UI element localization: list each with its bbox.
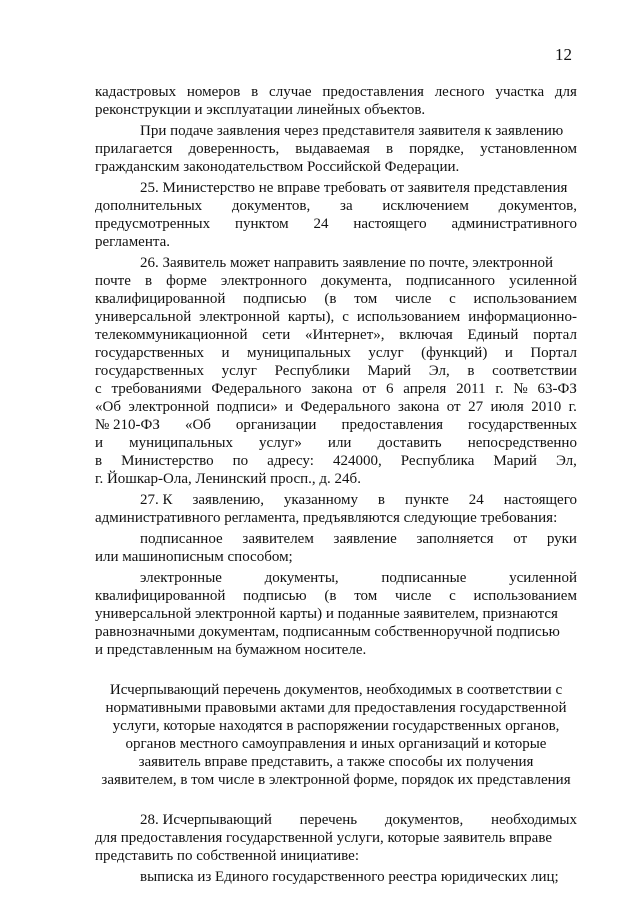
- text-line: [95, 326, 577, 344]
- word: 63-ФЗ: [537, 381, 577, 397]
- word: муниципальных: [129, 435, 233, 451]
- text-line: нормативными правовыми актами для предоставления государственной: [105, 700, 567, 716]
- word: подписанного: [405, 273, 495, 289]
- word: информационно-: [468, 309, 577, 325]
- word: г.: [495, 381, 504, 397]
- word: Республика: [400, 453, 475, 469]
- word: Федерального: [300, 399, 391, 415]
- word: соответствии: [492, 363, 577, 379]
- word: 27: [468, 399, 484, 415]
- text-line: [95, 215, 577, 233]
- word: заполняется: [416, 531, 494, 547]
- word: № 210-ФЗ: [95, 417, 160, 433]
- word: электронные: [140, 570, 222, 586]
- word: услуг: [368, 345, 404, 361]
- word: подписью: [243, 588, 307, 604]
- word: Марий: [367, 363, 412, 379]
- word: в: [467, 363, 475, 379]
- word: подписанные: [381, 570, 467, 586]
- word: номеров: [186, 84, 241, 100]
- word: и: [504, 345, 513, 361]
- word: универсальной: [95, 309, 192, 325]
- word: усиленной: [509, 273, 577, 289]
- text-line: г. Йошкар-Ола, Ленинский просп., д. 24б.: [95, 471, 361, 487]
- text-line: [95, 380, 577, 398]
- word: заявление: [333, 531, 397, 547]
- word: необходимых: [491, 812, 577, 828]
- word: случае: [269, 84, 312, 100]
- word: указанному: [283, 492, 358, 508]
- text-line: [95, 83, 577, 101]
- word: электронной: [128, 399, 210, 415]
- text-line: [95, 398, 577, 416]
- text-line: [95, 344, 577, 362]
- text-line: гражданским законодательством Российской Федерации.: [95, 159, 460, 175]
- word: с: [449, 588, 456, 604]
- text-line: услуги, которые находятся в распоряжении государственных органов,: [112, 718, 560, 734]
- word: прилагается: [95, 141, 173, 157]
- text-line: [140, 569, 577, 587]
- word: Республики: [274, 363, 350, 379]
- text-line: [95, 434, 577, 452]
- word: 24: [468, 492, 484, 508]
- text-line: или машинописным способом;: [95, 549, 293, 565]
- word: 24: [313, 216, 329, 232]
- word: требованиями: [111, 381, 202, 397]
- word: почте: [95, 273, 131, 289]
- word: использованием: [473, 588, 577, 604]
- word: (в: [324, 588, 337, 604]
- word: и: [95, 435, 104, 451]
- word: (функций): [421, 345, 488, 361]
- text-line: универсальной электронной карты) и поданные заявителем, признаются: [95, 606, 558, 622]
- word: административного: [451, 216, 577, 232]
- word: предусмотренных: [95, 216, 211, 232]
- word: кадастровых: [95, 84, 177, 100]
- word: использованием: [473, 291, 577, 307]
- word: Эл,: [428, 363, 450, 379]
- word: портал: [533, 327, 577, 343]
- text-line: [95, 587, 577, 605]
- word: от: [446, 399, 461, 415]
- word: предоставления: [341, 417, 443, 433]
- word: в: [377, 492, 386, 508]
- word: усиленной: [509, 570, 577, 586]
- word: электронной: [199, 309, 280, 325]
- word: апреля: [403, 381, 447, 397]
- word: заявлению,: [192, 492, 264, 508]
- word: для: [554, 84, 577, 100]
- word: государственных: [468, 417, 577, 433]
- text-line: равнозначными документам, подписанным собственноручной подписью: [95, 624, 560, 640]
- word: «Интернет»,: [304, 327, 385, 343]
- word: сети: [262, 327, 291, 343]
- word: №: [513, 381, 528, 397]
- word: подписью: [243, 291, 307, 307]
- word: квалифицированной: [95, 291, 226, 307]
- word: в: [95, 453, 103, 469]
- word: доверенность,: [188, 141, 280, 157]
- word: по: [232, 453, 249, 469]
- word: услуг: [221, 363, 257, 379]
- word: подписанное: [140, 531, 223, 547]
- word: услуг»: [259, 435, 302, 451]
- word: настоящего: [503, 492, 577, 508]
- word: с: [342, 309, 349, 325]
- text-line: 25. Министерство не вправе требовать от заявителя представления: [140, 180, 568, 196]
- word: 2011: [456, 381, 486, 397]
- word: закона: [311, 381, 353, 397]
- word: участка: [495, 84, 545, 100]
- text-line: заявитель вправе представить, а также способы их получения: [138, 754, 534, 770]
- word: включая: [399, 327, 453, 343]
- word: документов,: [384, 812, 464, 828]
- text-line: [95, 416, 577, 434]
- word: порядке,: [409, 141, 464, 157]
- word: том: [354, 588, 378, 604]
- word: 6: [385, 381, 394, 397]
- word: заявителем: [242, 531, 314, 547]
- word: в: [144, 273, 153, 289]
- text-line: Исчерпывающий перечень документов, необходимых в соответствии с: [109, 682, 563, 698]
- word: установленном: [480, 141, 577, 157]
- word: от: [362, 381, 377, 397]
- text-line: [95, 362, 577, 380]
- word: организации: [235, 417, 317, 433]
- word: карты),: [287, 309, 335, 325]
- word: телекоммуникационной: [95, 327, 248, 343]
- text-line: [95, 290, 577, 308]
- word: июля: [490, 399, 524, 415]
- word: руки: [546, 531, 577, 547]
- page-number: 12: [555, 45, 572, 64]
- text-line: При подаче заявления через представителя заявителя к заявлению: [140, 123, 564, 139]
- word: подписи»: [216, 399, 278, 415]
- word: г.: [568, 399, 577, 415]
- word: с: [95, 381, 102, 397]
- text-line: административного регламента, предъявляются следующие требования:: [95, 510, 558, 526]
- word: закона: [398, 399, 440, 415]
- text-line: 26. Заявитель может направить заявление по почте, электронной: [140, 255, 554, 271]
- word: в: [251, 84, 259, 100]
- word: Эл,: [555, 453, 577, 469]
- text-line: для предоставления государственной услуги, которые заявитель вправе: [95, 830, 552, 846]
- word: электронного: [220, 273, 307, 289]
- text-line: представить по собственной инициативе:: [95, 848, 360, 864]
- word: Единый: [467, 327, 519, 343]
- word: с: [449, 291, 456, 307]
- word: за: [340, 198, 353, 214]
- word: пунктом: [234, 216, 289, 232]
- word: форме: [166, 273, 207, 289]
- text-line: [140, 530, 577, 548]
- word: пункте: [404, 492, 449, 508]
- text-line: [95, 272, 577, 290]
- word: настоящего: [353, 216, 427, 232]
- word: (в: [324, 291, 337, 307]
- word: Министерство: [121, 453, 214, 469]
- text-line: [95, 197, 577, 215]
- word: от: [513, 531, 528, 547]
- word: доставить: [377, 435, 442, 451]
- word: «Об: [95, 399, 121, 415]
- word: перечень: [299, 812, 358, 828]
- word: адресу:: [267, 453, 314, 469]
- text-line: органов местного самоуправления и иных организаций и которые: [125, 736, 547, 752]
- word: непосредственно: [467, 435, 577, 451]
- word: использованием: [356, 309, 461, 325]
- word: государственных: [95, 345, 204, 361]
- word: в: [385, 141, 394, 157]
- word: и: [285, 399, 294, 415]
- text-line: реконструкции и эксплуатации линейных объектов.: [95, 102, 426, 118]
- word: Марий: [493, 453, 537, 469]
- word: «Об: [184, 417, 211, 433]
- text-line: [95, 452, 577, 470]
- word: числе: [395, 291, 432, 307]
- word: исключением: [382, 198, 469, 214]
- word: 2010: [531, 399, 562, 415]
- word: или: [327, 435, 352, 451]
- text-line: [140, 491, 577, 509]
- word: 28. Исчерпывающий: [140, 812, 272, 828]
- text-line: [140, 811, 577, 829]
- word: Портал: [530, 345, 577, 361]
- text-line: [95, 308, 577, 326]
- text-line: регламента.: [95, 234, 171, 250]
- word: квалифицированной: [95, 588, 226, 604]
- word: выдаваемая: [295, 141, 370, 157]
- word: документа,: [320, 273, 392, 289]
- text-line: заявителем, в том числе в электронной форме, порядок их представления: [101, 772, 571, 788]
- word: государственных: [95, 363, 204, 379]
- word: лесного: [434, 84, 485, 100]
- word: 424000,: [332, 453, 382, 469]
- word: числе: [395, 588, 432, 604]
- text-line: и представленным на бумажном носителе.: [95, 642, 367, 658]
- text-line: выписка из Единого государственного реестра юридических лиц;: [140, 869, 559, 885]
- word: документов,: [498, 198, 577, 214]
- word: предоставления: [322, 84, 424, 100]
- word: документов,: [231, 198, 311, 214]
- word: и: [221, 345, 230, 361]
- word: том: [354, 291, 378, 307]
- word: 27. К: [140, 492, 173, 508]
- word: документы,: [264, 570, 339, 586]
- word: муниципальных: [246, 345, 351, 361]
- word: Федерального: [211, 381, 302, 397]
- word: дополнительных: [95, 198, 203, 214]
- text-line: [95, 140, 577, 158]
